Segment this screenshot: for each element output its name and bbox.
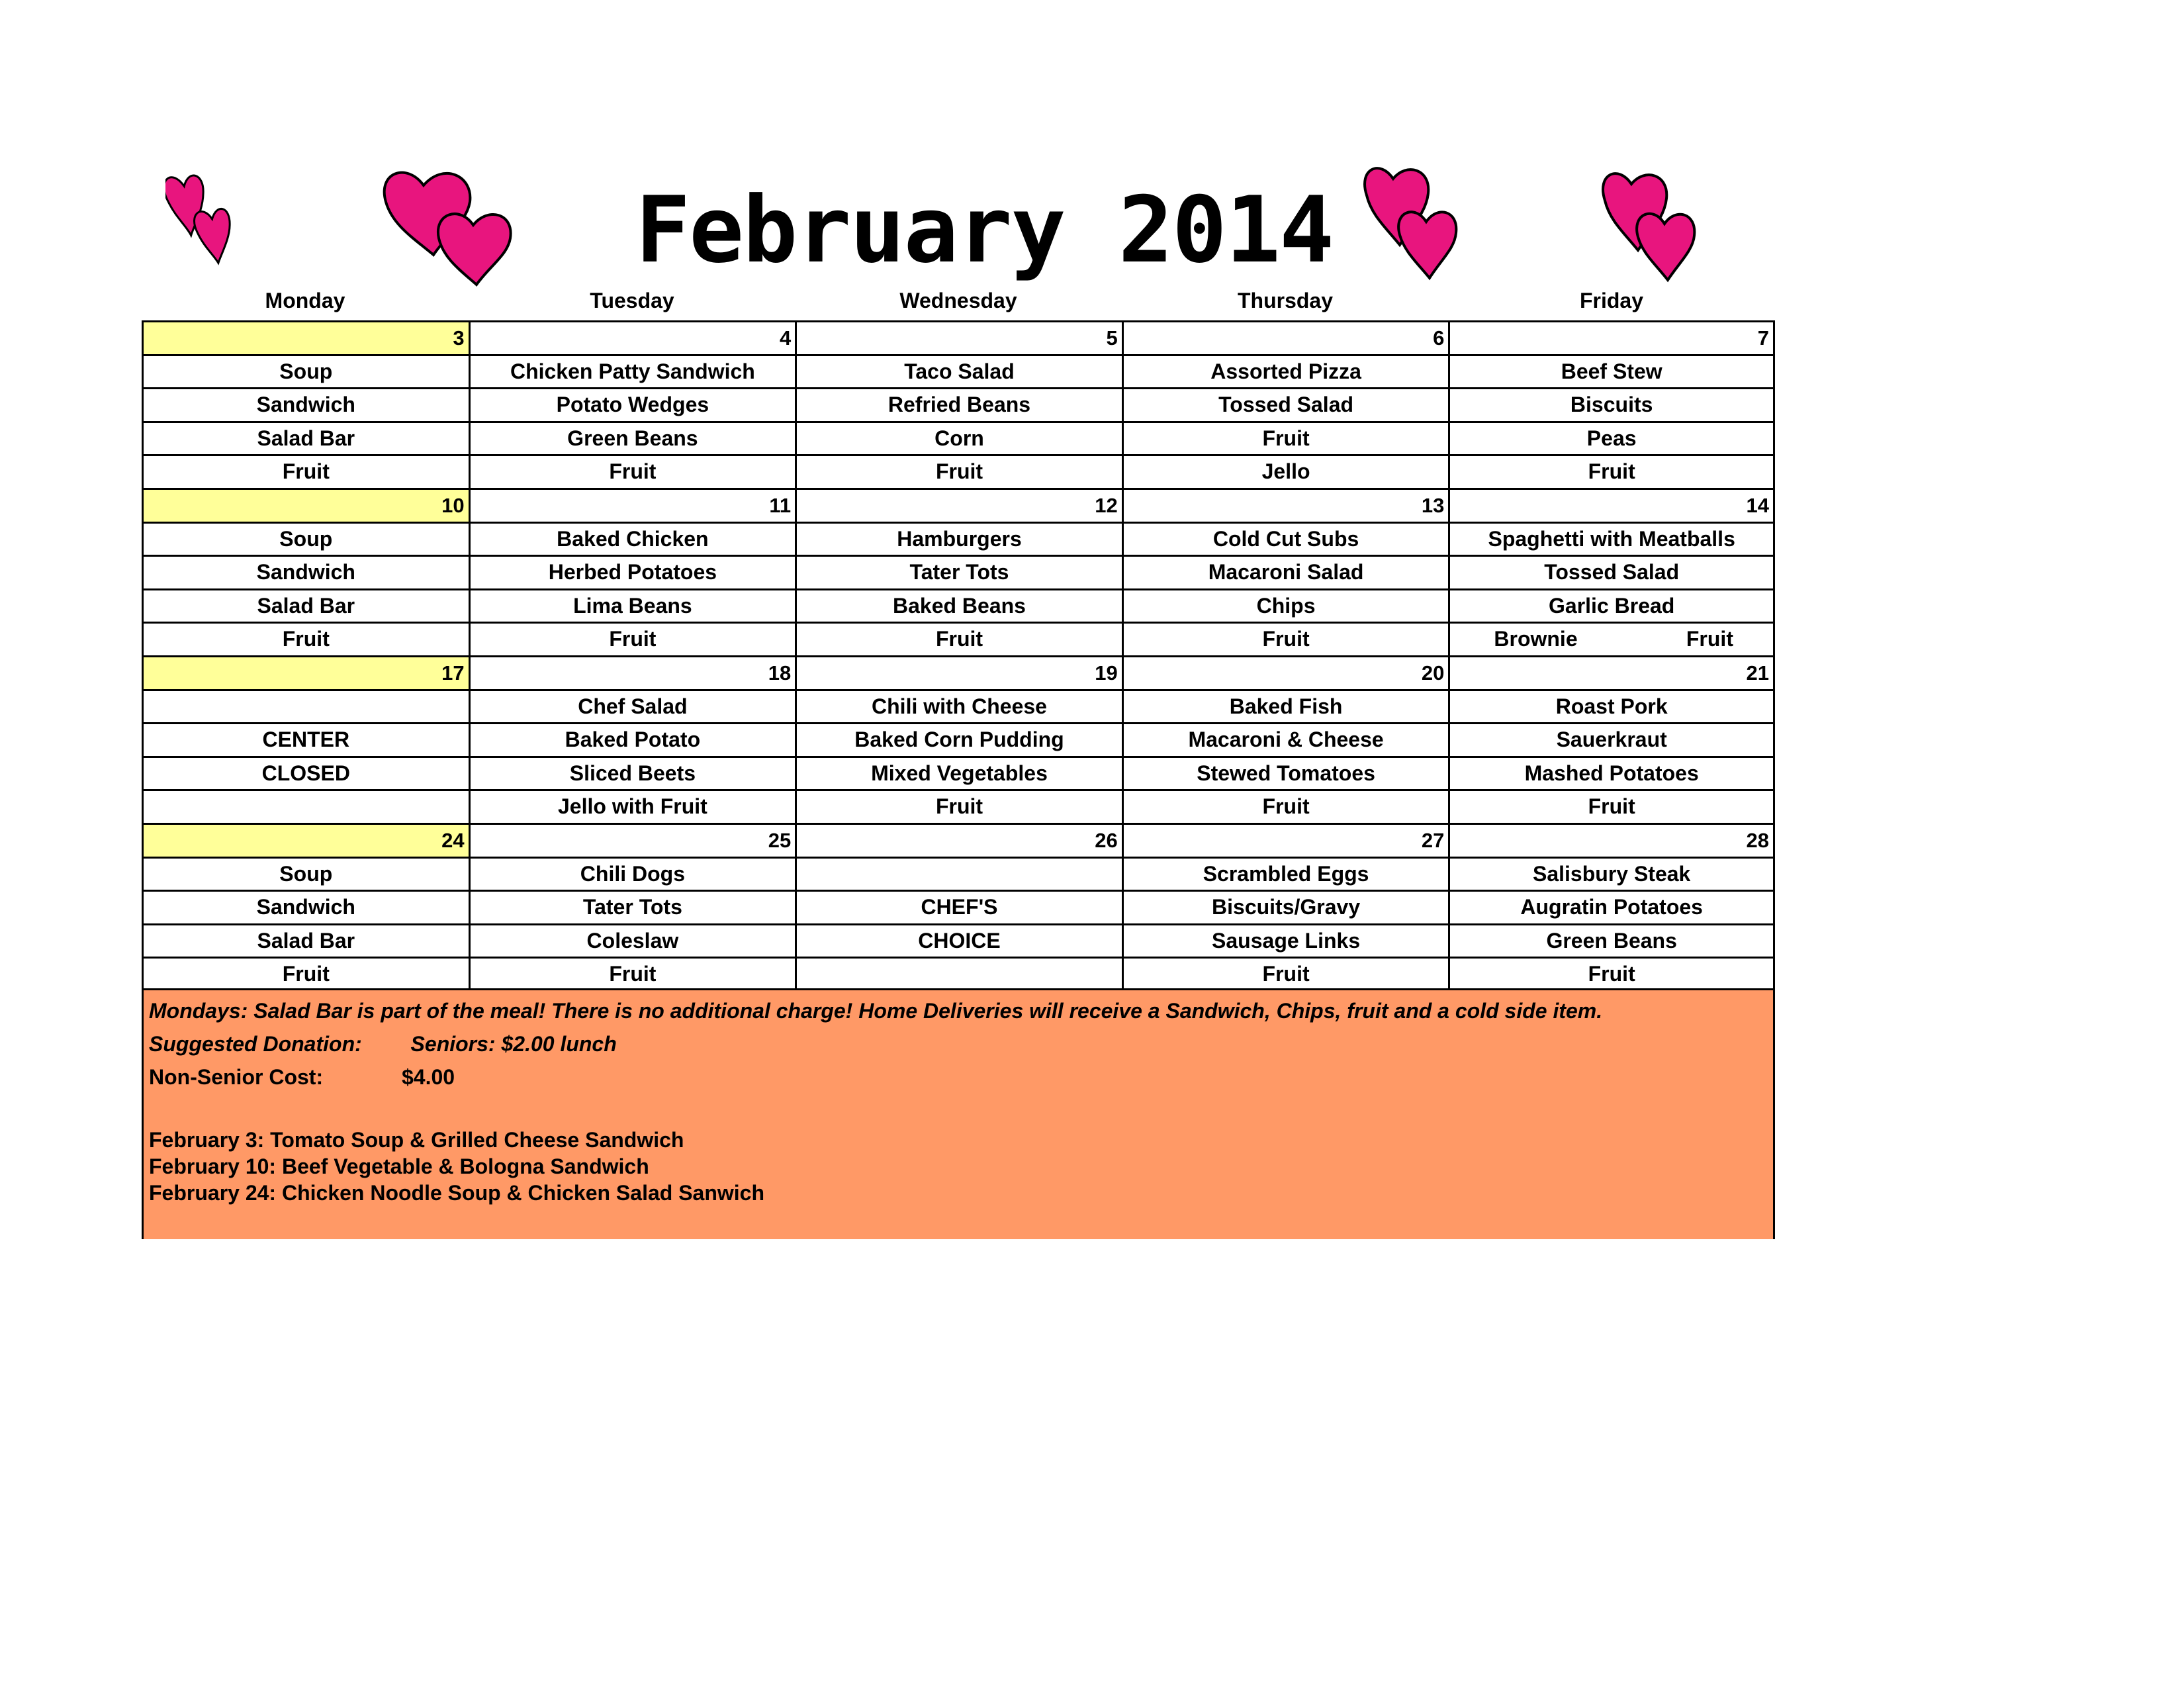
menu-item-tuesday: Coleslaw [469, 923, 796, 957]
notes-panel [142, 990, 1775, 1239]
menu-item-wednesday: Chili with Cheese [795, 689, 1122, 723]
date-row [142, 488, 1775, 522]
date-row [142, 320, 1775, 354]
menu-item-tuesday: Baked Chicken [469, 522, 796, 555]
menu-item-friday: Fruit [1448, 454, 1775, 488]
page-title: February 2014 [635, 177, 1334, 283]
date-cell-thursday: 27 [1122, 823, 1449, 857]
menu-item-wednesday: Baked Corn Pudding [795, 722, 1122, 756]
menu-item-monday [142, 789, 469, 823]
date-cell-wednesday: 19 [795, 655, 1122, 689]
menu-item-wednesday: CHEF'S [795, 890, 1122, 923]
menu-item-tuesday: Green Beans [469, 421, 796, 455]
menu-item-thursday: Jello [1122, 454, 1449, 488]
menu-row [142, 689, 1775, 723]
menu-item-monday: Fruit [142, 957, 469, 990]
menu-item-wednesday [795, 857, 1122, 890]
soup-note: February 24: Chicken Noodle Soup & Chicken Salad Sanwich [149, 1181, 764, 1205]
menu-item-tuesday: Herbed Potatoes [469, 555, 796, 588]
donation-label: Suggested Donation: [149, 1032, 362, 1056]
date-cell-monday: 10 [142, 488, 469, 522]
menu-item-friday: Biscuits [1448, 387, 1775, 421]
hearts-icon [381, 165, 523, 288]
menu-row [142, 588, 1775, 622]
menu-item-wednesday: Corn [795, 421, 1122, 455]
menu-item-thursday: Macaroni Salad [1122, 555, 1449, 588]
hearts-icon [165, 158, 238, 277]
date-cell-wednesday: 26 [795, 823, 1122, 857]
menu-item-tuesday: Fruit [469, 957, 796, 990]
menu-row [142, 890, 1775, 923]
menu-row [142, 622, 1775, 655]
menu-item-friday [1448, 622, 1775, 655]
menu-item-tuesday: Fruit [469, 454, 796, 488]
date-cell-tuesday: 25 [469, 823, 796, 857]
day-header-wednesday: Wednesday [899, 289, 1017, 312]
menu-item-right: Fruit [1686, 627, 1733, 651]
menu-item-monday: Soup [142, 354, 469, 388]
menu-item-wednesday: Fruit [795, 789, 1122, 823]
menu-item-thursday: Fruit [1122, 957, 1449, 990]
menu-item-thursday: Stewed Tomatoes [1122, 756, 1449, 790]
menu-item-monday: Fruit [142, 454, 469, 488]
date-cell-thursday: 20 [1122, 655, 1449, 689]
menu-item-monday: CENTER [142, 722, 469, 756]
menu-item-thursday: Assorted Pizza [1122, 354, 1449, 388]
menu-item-wednesday: Fruit [795, 622, 1122, 655]
menu-item-monday: Salad Bar [142, 421, 469, 455]
menu-item-monday: Fruit [142, 622, 469, 655]
non-senior-cost [149, 1060, 1773, 1094]
menu-row [142, 957, 1775, 990]
day-header-tuesday: Tuesday [590, 289, 674, 312]
menu-item-thursday: Tossed Salad [1122, 387, 1449, 421]
menu-item-tuesday: Jello with Fruit [469, 789, 796, 823]
menu-item-thursday: Biscuits/Gravy [1122, 890, 1449, 923]
date-cell-monday: 24 [142, 823, 469, 857]
menu-item-friday: Fruit [1448, 789, 1775, 823]
menu-item-wednesday [795, 957, 1122, 990]
date-cell-tuesday: 18 [469, 655, 796, 689]
menu-item-wednesday: Taco Salad [795, 354, 1122, 388]
suggested-donation [149, 1027, 1773, 1060]
date-cell-friday: 7 [1448, 320, 1775, 354]
menu-item-left: Brownie [1494, 627, 1578, 651]
date-cell-wednesday: 5 [795, 320, 1122, 354]
date-cell-friday: 14 [1448, 488, 1775, 522]
menu-item-tuesday: Chef Salad [469, 689, 796, 723]
menu-item-tuesday: Tater Tots [469, 890, 796, 923]
date-cell-monday: 3 [142, 320, 469, 354]
date-cell-monday: 17 [142, 655, 469, 689]
date-cell-tuesday: 11 [469, 488, 796, 522]
menu-item-monday [142, 689, 469, 723]
menu-row [142, 756, 1775, 790]
menu-item-friday: Mashed Potatoes [1448, 756, 1775, 790]
menu-row [142, 421, 1775, 455]
menu-item-wednesday: Refried Beans [795, 387, 1122, 421]
menu-item-monday: Sandwich [142, 890, 469, 923]
date-cell-wednesday: 12 [795, 488, 1122, 522]
menu-item-monday: Sandwich [142, 555, 469, 588]
date-cell-friday: 28 [1448, 823, 1775, 857]
menu-item-monday: Sandwich [142, 387, 469, 421]
menu-item-monday: CLOSED [142, 756, 469, 790]
menu-item-wednesday: Mixed Vegetables [795, 756, 1122, 790]
menu-item-friday: Garlic Bread [1448, 588, 1775, 622]
menu-item-monday: Soup [142, 857, 469, 890]
menu-item-wednesday: Fruit [795, 454, 1122, 488]
menu-item-tuesday: Baked Potato [469, 722, 796, 756]
menu-item-monday: Salad Bar [142, 588, 469, 622]
menu-row [142, 354, 1775, 388]
menu-item-tuesday: Sliced Beets [469, 756, 796, 790]
menu-row [142, 522, 1775, 555]
menu-item-thursday: Scrambled Eggs [1122, 857, 1449, 890]
menu-calendar-grid [142, 320, 1775, 990]
menu-item-friday: Augratin Potatoes [1448, 890, 1775, 923]
menu-item-thursday: Cold Cut Subs [1122, 522, 1449, 555]
donation-value: Seniors: $2.00 lunch [410, 1032, 617, 1056]
menu-item-thursday: Baked Fish [1122, 689, 1449, 723]
menu-row [142, 789, 1775, 823]
hearts-icon [1602, 164, 1701, 283]
date-cell-thursday: 6 [1122, 320, 1449, 354]
menu-item-friday: Peas [1448, 421, 1775, 455]
mondays-note: Mondays: Salad Bar is part of the meal! There is no additional charge! Home Deliveries will receive a Sandwich, Chips, fruit and a cold side item. [149, 999, 1603, 1023]
date-row [142, 655, 1775, 689]
menu-row [142, 555, 1775, 588]
menu-item-thursday: Sausage Links [1122, 923, 1449, 957]
hearts-icon [1363, 159, 1463, 281]
menu-row [142, 923, 1775, 957]
menu-row [142, 722, 1775, 756]
menu-item-tuesday: Chili Dogs [469, 857, 796, 890]
menu-item-friday: Green Beans [1448, 923, 1775, 957]
date-cell-thursday: 13 [1122, 488, 1449, 522]
date-cell-friday: 21 [1448, 655, 1775, 689]
menu-item-tuesday: Fruit [469, 622, 796, 655]
day-header-friday: Friday [1579, 289, 1644, 312]
menu-item-tuesday: Potato Wedges [469, 387, 796, 421]
menu-item-thursday: Macaroni & Cheese [1122, 722, 1449, 756]
menu-item-friday: Roast Pork [1448, 689, 1775, 723]
menu-item-thursday: Fruit [1122, 789, 1449, 823]
day-header-monday: Monday [265, 289, 345, 312]
menu-item-friday: Beef Stew [1448, 354, 1775, 388]
menu-item-wednesday: Baked Beans [795, 588, 1122, 622]
menu-item-tuesday: Chicken Patty Sandwich [469, 354, 796, 388]
menu-item-friday: Spaghetti with Meatballs [1448, 522, 1775, 555]
menu-item-monday: Salad Bar [142, 923, 469, 957]
menu-row [142, 454, 1775, 488]
menu-row [142, 387, 1775, 421]
menu-item-wednesday: Hamburgers [795, 522, 1122, 555]
date-row [142, 823, 1775, 857]
menu-item-friday: Sauerkraut [1448, 722, 1775, 756]
menu-item-thursday: Fruit [1122, 622, 1449, 655]
soup-note: February 10: Beef Vegetable & Bologna Sandwich [149, 1154, 649, 1178]
day-header-thursday: Thursday [1237, 289, 1334, 312]
non-senior-label: Non-Senior Cost: [149, 1065, 324, 1089]
menu-item-friday: Fruit [1448, 957, 1775, 990]
menu-item-friday: Tossed Salad [1448, 555, 1775, 588]
menu-item-thursday: Fruit [1122, 421, 1449, 455]
menu-item-friday: Salisbury Steak [1448, 857, 1775, 890]
menu-item-monday: Soup [142, 522, 469, 555]
date-cell-tuesday: 4 [469, 320, 796, 354]
menu-item-tuesday: Lima Beans [469, 588, 796, 622]
menu-item-wednesday: Tater Tots [795, 555, 1122, 588]
menu-row [142, 857, 1775, 890]
menu-item-thursday: Chips [1122, 588, 1449, 622]
non-senior-value: $4.00 [402, 1065, 455, 1089]
menu-item-wednesday: CHOICE [795, 923, 1122, 957]
soup-note: February 3: Tomato Soup & Grilled Cheese Sandwich [149, 1128, 684, 1152]
